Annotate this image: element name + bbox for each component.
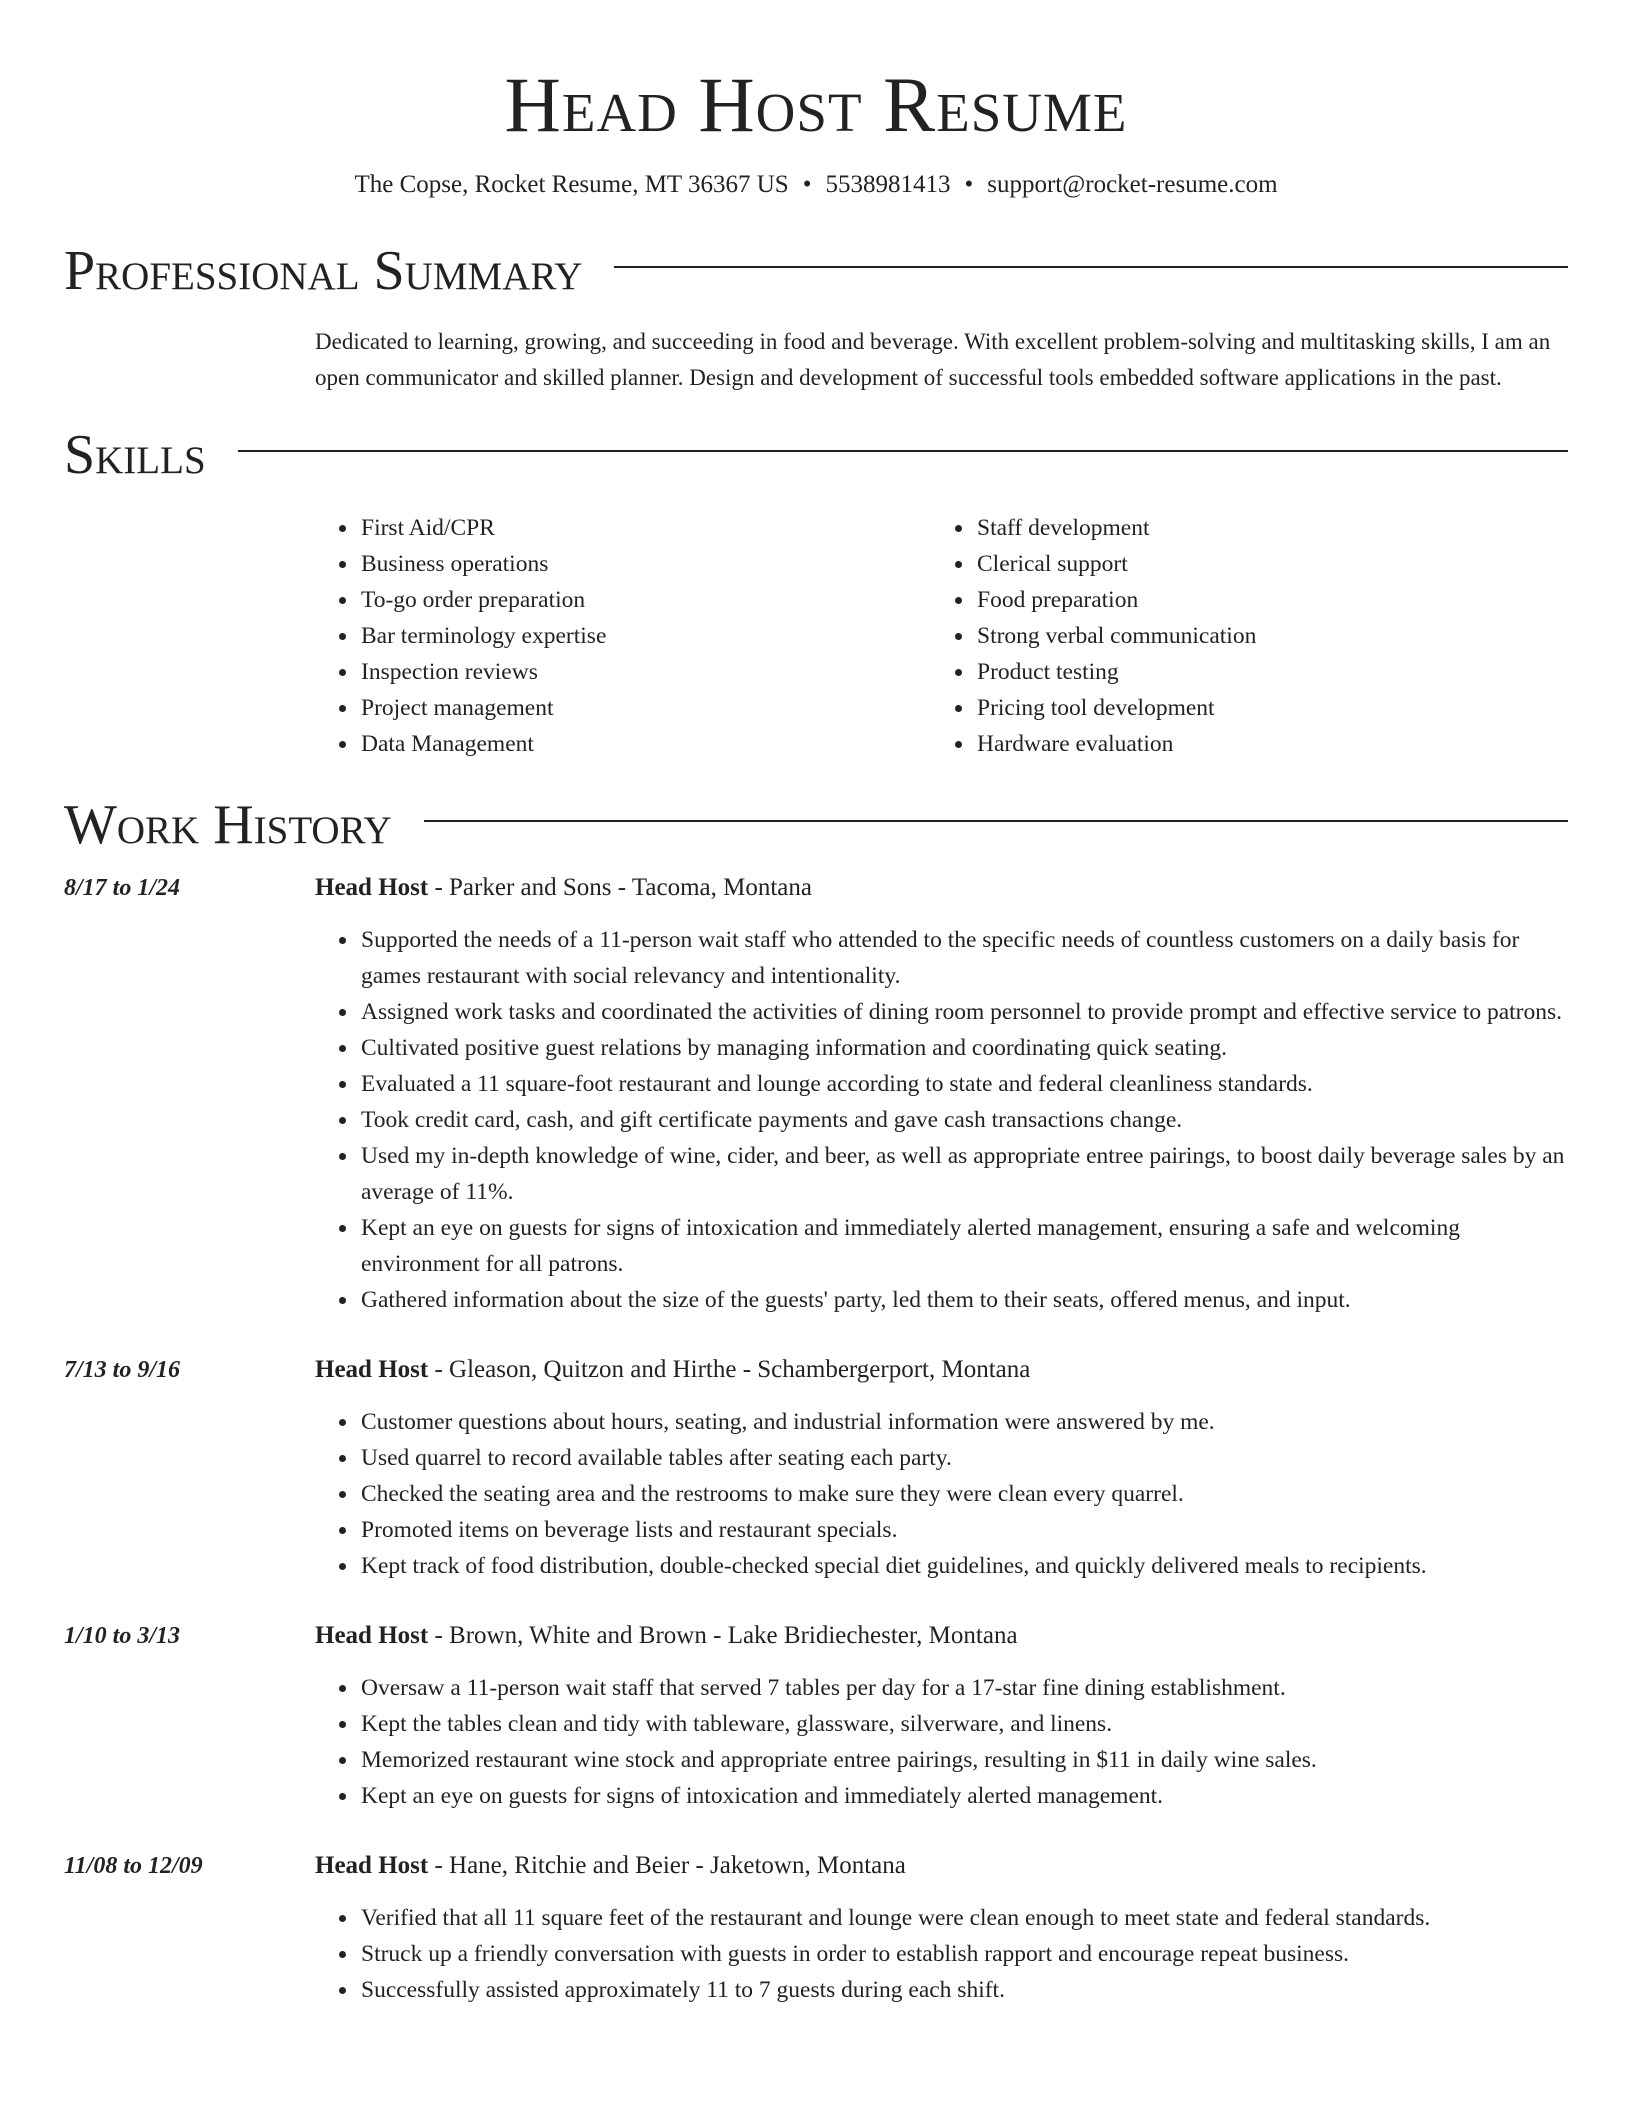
job-bullet: • Verified that all 11 square feet of the restaurant and lounge were clean enough to meet state and federal standards. [359, 1900, 1568, 1936]
resume-title: Head Host Resume [504, 61, 1128, 148]
skills-grid [315, 510, 1568, 762]
resume-page [64, 0, 1568, 2008]
contact-line [64, 168, 1568, 202]
job-role: Head Host [315, 1622, 429, 1649]
job-dates: 8/17 to 1/24 [64, 875, 181, 901]
skill-item: • Inspection reviews [359, 654, 931, 690]
contact-separator: • [802, 171, 812, 198]
job-bullets [315, 922, 1568, 1318]
job-body [315, 1848, 1568, 2008]
job-entry [64, 1618, 1568, 1814]
job-body [315, 1352, 1568, 1584]
job-body [315, 870, 1568, 1318]
job-employer-location: - Brown, White and Brown - Lake Bridiechester, Montana [428, 1622, 1018, 1649]
skill-item: • Data Management [359, 726, 931, 762]
skill-item: • Bar terminology expertise [359, 618, 931, 654]
job-heading [315, 1848, 1568, 1884]
job-bullet: • Kept an eye on guests for signs of intoxication and immediately alerted management. [359, 1778, 1568, 1814]
section-title: Professional Summary [64, 240, 583, 302]
job-bullet: • Oversaw a 11-person wait staff that served 7 tables per day for a 17-star fine dining establishment. [359, 1670, 1568, 1706]
job-bullets [315, 1404, 1568, 1584]
job-role: Head Host [315, 1356, 429, 1383]
job-heading [315, 870, 1568, 906]
skills-list-right [931, 510, 1547, 762]
job-heading [315, 1352, 1568, 1388]
job-employer-location: - Hane, Ritchie and Beier - Jaketown, Montana [428, 1852, 906, 1879]
job-bullets [315, 1670, 1568, 1814]
job-bullet: • Cultivated positive guest relations by managing information and coordinating quick seating. [359, 1030, 1568, 1066]
contact-address: The Copse, Rocket Resume, MT 36367 US [354, 171, 789, 198]
job-bullet: • Evaluated a 11 square-foot restaurant and lounge according to state and federal cleanliness standards. [359, 1066, 1568, 1102]
job-bullet: • Kept an eye on guests for signs of intoxication and immediately alerted management, ensuring a safe and welcoming environment for all patrons. [359, 1210, 1568, 1282]
contact-phone: 5538981413 [825, 171, 951, 198]
skill-item: • To-go order preparation [359, 582, 931, 618]
job-bullet: • Kept track of food distribution, double-checked special diet guidelines, and quickly delivered meals to recipients. [359, 1548, 1568, 1584]
job-employer-location: - Parker and Sons - Tacoma, Montana [428, 874, 813, 901]
work-history-list [64, 870, 1568, 2008]
job-bullet: • Supported the needs of a 11-person wait staff who attended to the specific needs of countless customers on a daily basis for games restaurant with social relevancy and intentionality. [359, 922, 1568, 994]
skill-item: • Product testing [975, 654, 1547, 690]
job-bullet: • Promoted items on beverage lists and restaurant specials. [359, 1512, 1568, 1548]
skill-item: • Project management [359, 690, 931, 726]
job-bullet: • Checked the seating area and the restrooms to make sure they were clean every quarrel. [359, 1476, 1568, 1512]
section-heading-skills [64, 424, 1568, 486]
job-bullets [315, 1900, 1568, 2008]
job-role: Head Host [315, 874, 429, 901]
summary-text: Dedicated to learning, growing, and succeeding in food and beverage. With excellent problem-solving and multitasking skills, I am an open communicator and skilled planner. Design and development of successful tools embedded software applications in the past. [315, 329, 1551, 390]
section-title: Skills [64, 424, 206, 486]
job-bullet: • Took credit card, cash, and gift certificate payments and gave cash transactions change. [359, 1102, 1568, 1138]
job-bullet: • Assigned work tasks and coordinated the activities of dining room personnel to provide prompt and effective service to patrons. [359, 994, 1568, 1030]
job-dates: 7/13 to 9/16 [64, 1357, 181, 1383]
job-dates: 11/08 to 12/09 [64, 1853, 203, 1879]
skill-item: • Business operations [359, 546, 931, 582]
job-heading [315, 1618, 1568, 1654]
section-rule [238, 450, 1568, 452]
contact-separator: • [964, 171, 974, 198]
skill-item: • First Aid/CPR [359, 510, 931, 546]
job-entry [64, 1848, 1568, 2008]
section-rule [424, 820, 1568, 822]
job-entry [64, 870, 1568, 1318]
job-dates: 1/10 to 3/13 [64, 1623, 181, 1649]
section-title: Work History [64, 794, 392, 856]
skill-item: • Staff development [975, 510, 1547, 546]
skill-item: • Strong verbal communication [975, 618, 1547, 654]
job-bullet: • Successfully assisted approximately 11 to 7 guests during each shift. [359, 1972, 1568, 2008]
skill-item: • Pricing tool development [975, 690, 1547, 726]
skills-list-left [315, 510, 931, 762]
skill-item: • Clerical support [975, 546, 1547, 582]
job-role: Head Host [315, 1852, 429, 1879]
job-bullet: • Customer questions about hours, seating, and industrial information were answered by me. [359, 1404, 1568, 1440]
skill-item: • Food preparation [975, 582, 1547, 618]
job-bullet: • Memorized restaurant wine stock and appropriate entree pairings, resulting in $11 in daily wine sales. [359, 1742, 1568, 1778]
contact-email: support@rocket-resume.com [987, 171, 1278, 198]
section-heading-work-history [64, 794, 1568, 856]
job-bullet: • Used quarrel to record available tables after seating each party. [359, 1440, 1568, 1476]
job-entry [64, 1352, 1568, 1584]
job-employer-location: - Gleason, Quitzon and Hirthe - Schambergerport, Montana [428, 1356, 1031, 1383]
job-bullet: • Used my in-depth knowledge of wine, cider, and beer, as well as appropriate entree pairings, to boost daily beverage sales by an average of 11%. [359, 1138, 1568, 1210]
job-bullet: • Gathered information about the size of the guests' party, led them to their seats, offered menus, and input. [359, 1282, 1568, 1318]
section-heading-summary [64, 240, 1568, 302]
job-bullet: • Kept the tables clean and tidy with tableware, glassware, silverware, and linens. [359, 1706, 1568, 1742]
skill-item: • Hardware evaluation [975, 726, 1547, 762]
job-bullet: • Struck up a friendly conversation with guests in order to establish rapport and encourage repeat business. [359, 1936, 1568, 1972]
section-rule [614, 266, 1568, 268]
job-body [315, 1618, 1568, 1814]
